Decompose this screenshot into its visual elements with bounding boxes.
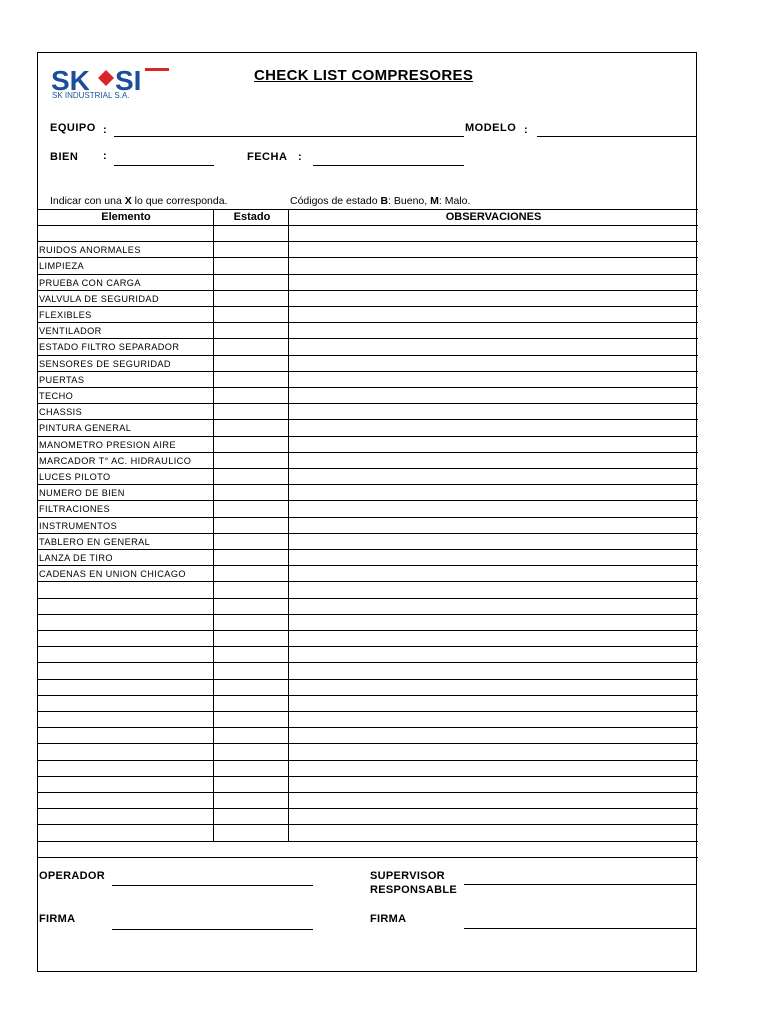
responsable-label: RESPONSABLE: [370, 884, 458, 896]
table-row: [37, 437, 698, 453]
row-estado-cell[interactable]: [215, 793, 288, 808]
row-observaciones-cell[interactable]: [290, 680, 695, 695]
table-row: [37, 680, 698, 696]
table-row: [37, 501, 698, 517]
row-element-label: ESTADO FILTRO SEPARADOR: [39, 342, 180, 353]
row-estado-cell[interactable]: [215, 388, 288, 403]
row-estado-cell[interactable]: [215, 825, 288, 840]
row-estado-cell[interactable]: [215, 226, 288, 241]
row-estado-cell[interactable]: [215, 469, 288, 484]
row-observaciones-cell[interactable]: [290, 388, 695, 403]
row-estado-cell[interactable]: [215, 372, 288, 387]
row-estado-cell[interactable]: [215, 615, 288, 630]
row-element-label: CHASSIS: [39, 407, 83, 418]
table-row: [37, 663, 698, 679]
row-estado-cell[interactable]: [215, 437, 288, 452]
row-estado-cell[interactable]: [215, 275, 288, 290]
row-observaciones-cell[interactable]: [290, 809, 695, 824]
row-estado-cell[interactable]: [215, 566, 288, 581]
row-element-label: NUMERO DE BIEN: [39, 488, 125, 499]
row-estado-cell[interactable]: [215, 404, 288, 419]
table-row: [37, 420, 698, 436]
row-element-label: SENSORES DE SEGURIDAD: [39, 358, 171, 369]
row-observaciones-cell[interactable]: [290, 453, 695, 468]
table-row: [37, 404, 698, 420]
row-observaciones-cell[interactable]: [290, 842, 695, 857]
fecha-field[interactable]: [313, 165, 464, 166]
column-divider: [288, 209, 289, 841]
table-row: [37, 258, 698, 274]
row-element-label: MANOMETRO PRESION AIRE: [39, 439, 176, 450]
header-estado: Estado: [215, 209, 289, 226]
row-estado-cell[interactable]: [215, 647, 288, 662]
row-observaciones-cell[interactable]: [290, 258, 695, 273]
header-elemento: Elemento: [37, 209, 215, 226]
row-element-label: CADENAS EN UNION CHICAGO: [39, 569, 186, 580]
row-observaciones-cell[interactable]: [290, 356, 695, 371]
row-estado-cell[interactable]: [215, 356, 288, 371]
row-observaciones-cell[interactable]: [290, 744, 695, 759]
row-estado-cell[interactable]: [215, 518, 288, 533]
table-row: [37, 842, 698, 858]
table-row: [37, 534, 698, 550]
row-estado-cell[interactable]: [215, 728, 288, 743]
row-observaciones-cell[interactable]: [290, 372, 695, 387]
row-observaciones-cell[interactable]: [290, 307, 695, 322]
row-observaciones-cell[interactable]: [290, 339, 695, 354]
page-title: CHECK LIST COMPRESORES: [254, 67, 474, 84]
footer-divider: [37, 841, 698, 842]
row-estado-cell[interactable]: [215, 744, 288, 759]
table-row: [37, 242, 698, 258]
equipo-colon: :: [103, 124, 108, 136]
table-row: [37, 777, 698, 793]
row-observaciones-cell[interactable]: [290, 501, 695, 516]
row-observaciones-cell[interactable]: [290, 469, 695, 484]
status-codes-text: Códigos de estado B: Bueno, M: Malo.: [290, 195, 471, 207]
row-observaciones-cell[interactable]: [290, 534, 695, 549]
row-observaciones-cell[interactable]: [290, 420, 695, 435]
row-estado-cell[interactable]: [215, 258, 288, 273]
equipo-label: EQUIPO: [50, 122, 96, 134]
row-observaciones-cell[interactable]: [290, 485, 695, 500]
table-row: [37, 582, 698, 598]
row-observaciones-cell[interactable]: [290, 631, 695, 646]
row-element-label: TABLERO EN GENERAL: [39, 536, 151, 547]
row-observaciones-cell[interactable]: [290, 696, 695, 711]
row-observaciones-cell[interactable]: [290, 566, 695, 581]
row-observaciones-cell[interactable]: [290, 761, 695, 776]
table-row: [37, 712, 698, 728]
table-row: [37, 696, 698, 712]
row-estado-cell[interactable]: [215, 420, 288, 435]
row-observaciones-cell[interactable]: [290, 599, 695, 614]
table-row: [37, 485, 698, 501]
row-element-label: PINTURA GENERAL: [39, 423, 132, 434]
row-observaciones-cell[interactable]: [290, 712, 695, 727]
modelo-label: MODELO: [465, 122, 517, 134]
svg-text:SI: SI: [115, 65, 142, 96]
table-row: [37, 647, 698, 663]
row-observaciones-cell[interactable]: [290, 518, 695, 533]
bien-label: BIEN: [50, 151, 79, 163]
row-estado-cell[interactable]: [215, 663, 288, 678]
table-row: [37, 323, 698, 339]
table-row: [37, 793, 698, 809]
table-row: [37, 566, 698, 582]
row-element-label: LUCES PILOTO: [39, 472, 111, 482]
row-estado-cell[interactable]: [215, 534, 288, 549]
row-estado-cell[interactable]: [215, 631, 288, 646]
table-row: [37, 631, 698, 647]
row-estado-cell[interactable]: [215, 453, 288, 468]
row-observaciones-cell[interactable]: [290, 291, 695, 306]
row-observaciones-cell[interactable]: [290, 728, 695, 743]
row-observaciones-cell[interactable]: [290, 275, 695, 290]
row-estado-cell[interactable]: [215, 291, 288, 306]
table-row: [37, 469, 698, 485]
row-element-label: PUERTAS: [39, 374, 85, 385]
row-element-label: RUIDOS ANORMALES: [39, 245, 141, 256]
row-element-label: FLEXIBLES: [39, 310, 92, 320]
row-observaciones-cell[interactable]: [290, 615, 695, 630]
table-row: [37, 825, 698, 841]
firma-supervisor-label: FIRMA: [370, 913, 407, 925]
header-observaciones: OBSERVACIONES: [289, 209, 698, 226]
row-observaciones-cell[interactable]: [290, 663, 695, 678]
fecha-label: FECHA: [247, 151, 288, 163]
firma-operador-label: FIRMA: [39, 913, 76, 925]
row-estado-cell[interactable]: [215, 323, 288, 338]
bien-colon: :: [103, 150, 108, 162]
row-estado-cell[interactable]: [215, 809, 288, 824]
table-row: [37, 599, 698, 615]
table-row: [37, 226, 698, 242]
column-divider: [213, 209, 214, 841]
row-element-label: FILTRACIONES: [39, 504, 110, 515]
equipo-field[interactable]: [114, 136, 464, 137]
table-row: [37, 356, 698, 372]
row-estado-cell[interactable]: [215, 599, 288, 614]
row-estado-cell[interactable]: [215, 842, 288, 857]
table-row: [37, 291, 698, 307]
row-estado-cell[interactable]: [215, 761, 288, 776]
instruction-text: Indicar con una X lo que corresponda.: [50, 195, 228, 207]
company-name: SK INDUSTRIAL S.A.: [52, 91, 130, 100]
supervisor-field[interactable]: [464, 884, 697, 885]
table-row: [37, 339, 698, 355]
row-estado-cell[interactable]: [215, 582, 288, 597]
row-observaciones-cell[interactable]: [290, 825, 695, 840]
modelo-colon: :: [524, 124, 529, 136]
row-observaciones-cell[interactable]: [290, 226, 695, 241]
row-element-label: TECHO: [39, 391, 74, 401]
row-estado-cell[interactable]: [215, 339, 288, 354]
row-element-label: LIMPIEZA: [39, 261, 85, 272]
row-observaciones-cell[interactable]: [290, 647, 695, 662]
row-observaciones-cell[interactable]: [290, 793, 695, 808]
row-observaciones-cell[interactable]: [290, 582, 695, 597]
table-row: [37, 307, 698, 323]
operador-label: OPERADOR: [39, 870, 105, 882]
row-observaciones-cell[interactable]: [290, 404, 695, 419]
table-row: [37, 728, 698, 744]
table-row: [37, 275, 698, 291]
row-estado-cell[interactable]: [215, 680, 288, 695]
row-observaciones-cell[interactable]: [290, 550, 695, 565]
table-row: [37, 388, 698, 404]
modelo-field[interactable]: [537, 136, 697, 137]
supervisor-label: SUPERVISOR: [370, 870, 445, 882]
row-observaciones-cell[interactable]: [290, 777, 695, 792]
row-estado-cell[interactable]: [215, 712, 288, 727]
row-observaciones-cell[interactable]: [290, 323, 695, 338]
row-estado-cell[interactable]: [215, 550, 288, 565]
row-estado-cell[interactable]: [215, 242, 288, 257]
table-row: [37, 809, 698, 825]
table-row: [37, 615, 698, 631]
row-observaciones-cell[interactable]: [290, 242, 695, 257]
row-observaciones-cell[interactable]: [290, 437, 695, 452]
operador-field[interactable]: [112, 885, 313, 886]
row-estado-cell[interactable]: [215, 485, 288, 500]
row-element-label: LANZA DE TIRO: [39, 553, 113, 563]
row-estado-cell[interactable]: [215, 696, 288, 711]
row-element-label: MARCADOR T° AC. HIDRAULICO: [39, 455, 192, 466]
firma-operador-field[interactable]: [112, 929, 313, 930]
row-element-label: VALVULA DE SEGURIDAD: [39, 293, 159, 304]
row-element-label: PRUEBA CON CARGA: [39, 277, 141, 288]
row-estado-cell[interactable]: [215, 501, 288, 516]
bien-field[interactable]: [114, 165, 214, 166]
table-row: [37, 550, 698, 566]
table-row: [37, 518, 698, 534]
row-element-label: VENTILADOR: [39, 326, 102, 337]
table-row: [37, 744, 698, 760]
table-row: [37, 372, 698, 388]
row-estado-cell[interactable]: [215, 307, 288, 322]
table-row: [37, 761, 698, 777]
row-element-label: INSTRUMENTOS: [39, 520, 118, 531]
fecha-colon: :: [298, 151, 303, 163]
row-estado-cell[interactable]: [215, 777, 288, 792]
table-row: [37, 453, 698, 469]
firma-supervisor-field[interactable]: [464, 928, 697, 929]
svg-text:SK: SK: [51, 65, 90, 96]
